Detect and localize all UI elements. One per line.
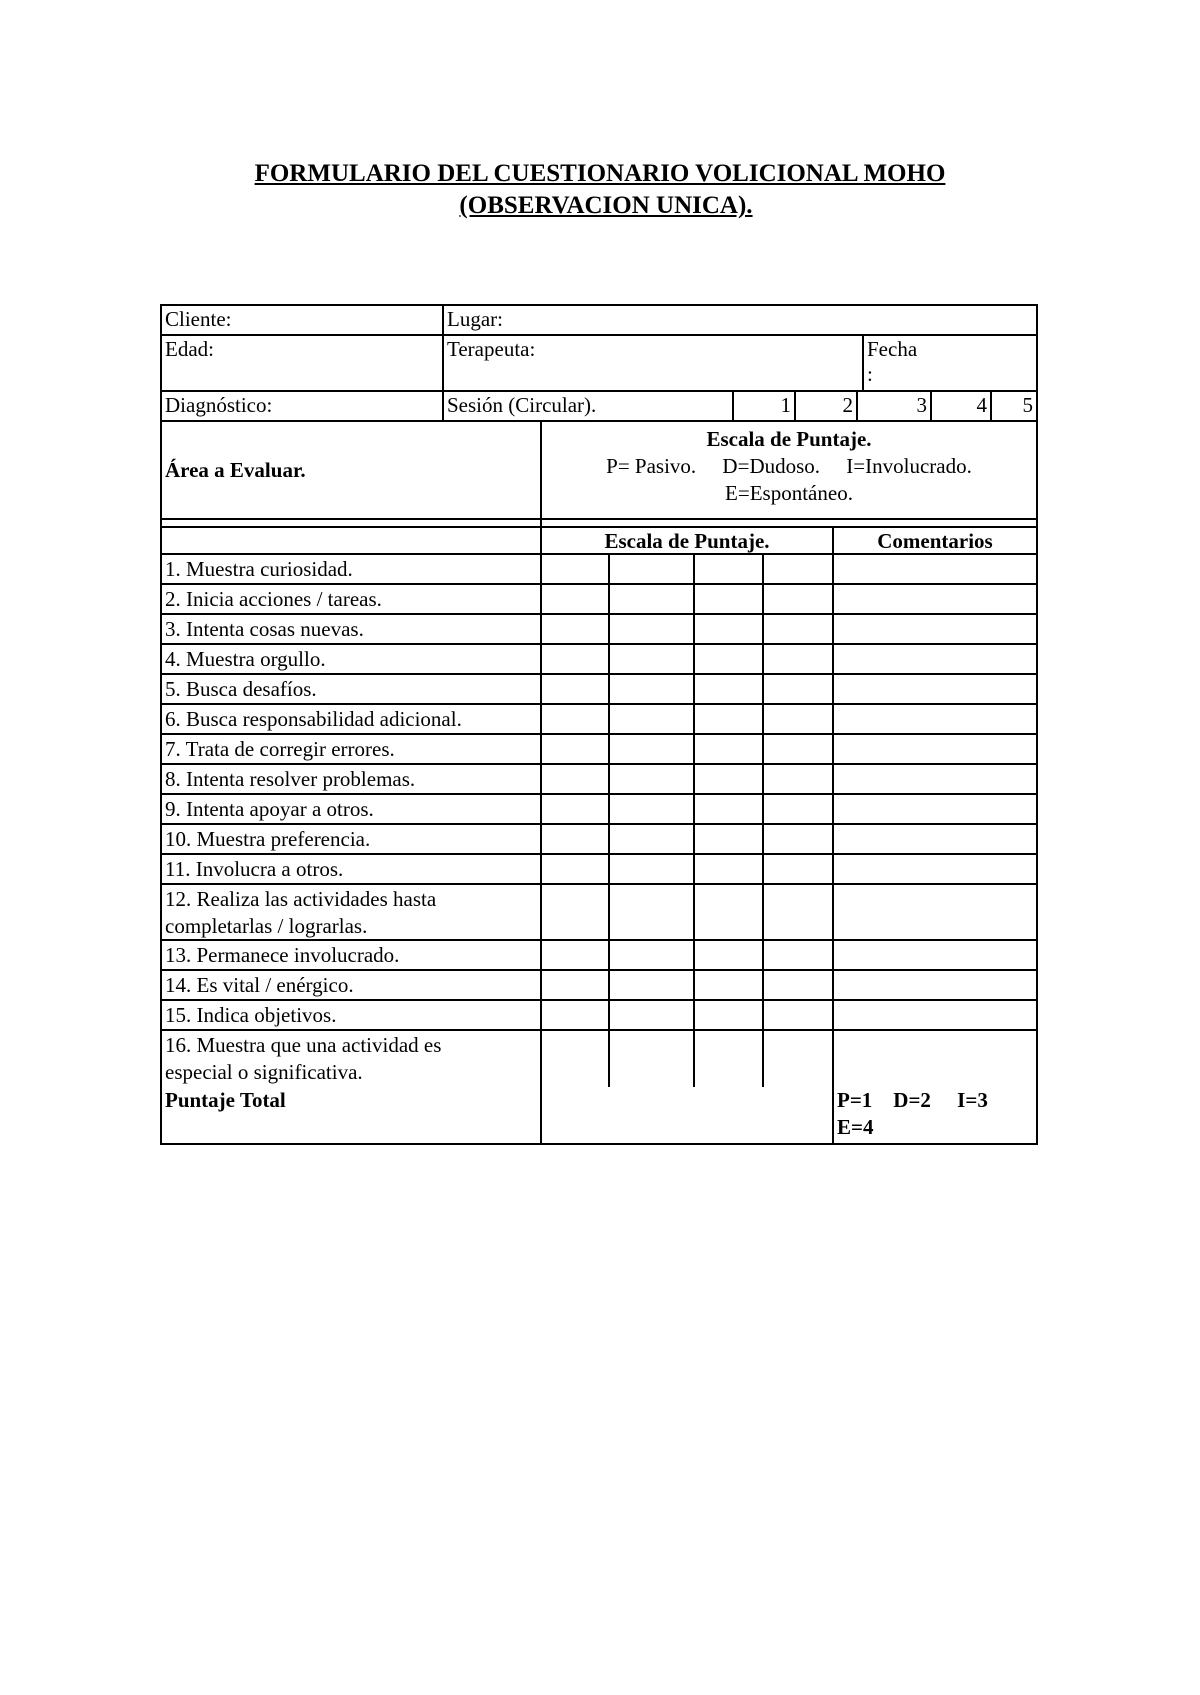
item-label [162,735,540,763]
title-line-2: (OBSERVACION UNICA). [459,192,753,219]
table-row [162,735,1036,765]
item-label [162,1031,540,1087]
date-label: Fecha [867,337,918,361]
comment-cell[interactable] [832,971,1036,999]
total-score-cell[interactable] [540,1087,832,1143]
client-row [162,306,1036,336]
item-label [162,705,540,733]
score-cell[interactable] [693,885,762,939]
score-cell[interactable] [540,645,608,673]
score-cell[interactable] [693,795,762,823]
session-option-2[interactable]: 2 [794,392,856,420]
score-cell[interactable] [540,555,608,583]
comment-cell[interactable] [832,705,1036,733]
item-label-line: 5. Busca desafíos. [165,677,317,701]
area-label: Área a Evaluar. [165,458,306,482]
comment-cell[interactable] [832,825,1036,853]
item-label [162,645,540,673]
column-header-row [162,528,1036,555]
table-row [162,645,1036,675]
item-label-line: 2. Inicia acciones / tareas. [165,587,382,611]
table-row [162,765,1036,795]
table-row [162,795,1036,825]
score-cell[interactable] [762,971,832,999]
item-label-line: 7. Trata de corregir errores. [165,737,395,761]
score-cell[interactable] [762,825,832,853]
score-values-legend [832,1087,1036,1143]
table-row [162,1031,1036,1087]
therapist-field[interactable]: Terapeuta: [442,336,862,390]
score-cell[interactable] [540,735,608,763]
score-cell[interactable] [762,765,832,793]
score-cell[interactable] [608,1001,693,1029]
item-label-line: especial o significativa. [165,1060,363,1084]
score-cell[interactable] [693,1001,762,1029]
date-colon: : [867,362,873,386]
comment-cell[interactable] [832,615,1036,643]
score-cell[interactable] [608,855,693,883]
table-row [162,825,1036,855]
questionnaire-form [160,304,1038,1145]
item-label-line: 14. Es vital / enérgico. [165,973,354,997]
score-cell[interactable] [762,1031,832,1087]
score-cell[interactable] [762,795,832,823]
table-row [162,705,1036,735]
place-field[interactable]: Lugar: [442,306,1036,334]
score-values-line-1: P=1 D=2 I=3 [837,1088,988,1112]
score-cell[interactable] [540,1031,608,1087]
item-label-line: 1. Muestra curiosidad. [165,557,353,581]
spacer-divider [540,520,542,526]
column-header-comments: Comentarios [832,528,1036,553]
item-label-line: 16. Muestra que una actividad es [165,1033,442,1057]
session-option-5[interactable]: 5 [990,392,1036,420]
date-field[interactable] [862,336,1036,390]
item-label [162,765,540,793]
score-cell[interactable] [540,795,608,823]
comment-cell[interactable] [832,1001,1036,1029]
diagnosis-row [162,392,1036,422]
item-label-line: 9. Intenta apoyar a otros. [165,797,374,821]
score-cell[interactable] [608,885,693,939]
score-cell[interactable] [540,585,608,613]
score-cell[interactable] [608,1031,693,1087]
score-cell[interactable] [693,1031,762,1087]
score-cell[interactable] [693,675,762,703]
item-label [162,941,540,969]
score-cell[interactable] [762,941,832,969]
score-cell[interactable] [762,885,832,939]
score-cell[interactable] [762,615,832,643]
item-label [162,585,540,613]
score-cell[interactable] [762,735,832,763]
scale-legend-line-1: P= Pasivo. D=Dudoso. I=Involucrado. [606,454,972,478]
table-row [162,855,1036,885]
comment-cell[interactable] [832,585,1036,613]
score-cell[interactable] [540,855,608,883]
score-cell[interactable] [608,555,693,583]
item-label-line: 15. Indica objetivos. [165,1003,337,1027]
score-cell[interactable] [762,585,832,613]
item-label-line: 10. Muestra preferencia. [165,827,371,851]
score-cell[interactable] [693,735,762,763]
score-cell[interactable] [762,555,832,583]
item-label [162,885,540,939]
score-cell[interactable] [540,765,608,793]
item-label-line: 11. Involucra a otros. [165,857,344,881]
title-line-1: FORMULARIO DEL CUESTIONARIO VOLICIONAL MOHO [254,160,946,187]
score-cell[interactable] [608,675,693,703]
column-header-scale: Escala de Puntaje. [540,528,832,553]
score-cell[interactable] [693,971,762,999]
total-row [162,1087,1036,1143]
score-cell[interactable] [540,885,608,939]
table-row [162,585,1036,615]
scale-legend [540,422,1036,518]
score-cell[interactable] [762,705,832,733]
item-label [162,675,540,703]
score-cell[interactable] [693,855,762,883]
score-cell[interactable] [608,735,693,763]
score-cell[interactable] [608,705,693,733]
score-cell[interactable] [693,555,762,583]
item-label-line: 12. Realiza las actividades hasta [165,887,437,911]
score-cell[interactable] [693,825,762,853]
score-cell[interactable] [762,675,832,703]
total-label: Puntaje Total [165,1088,286,1112]
session-option-1[interactable]: 1 [732,392,794,420]
score-cell[interactable] [762,645,832,673]
score-cell[interactable] [540,675,608,703]
score-cell[interactable] [608,941,693,969]
table-row [162,555,1036,585]
comment-cell[interactable] [832,735,1036,763]
score-cell[interactable] [540,615,608,643]
score-cell[interactable] [608,615,693,643]
session-label: Sesión (Circular). [442,392,732,420]
diagnosis-field[interactable]: Diagnóstico: [165,393,273,417]
score-cell[interactable] [693,941,762,969]
scale-legend-title: Escala de Puntaje. [706,427,872,451]
client-field[interactable]: Cliente: [165,307,232,331]
table-row [162,971,1036,1001]
table-row [162,885,1036,941]
score-cell[interactable] [693,645,762,673]
item-label [162,555,540,583]
area-row [162,422,1036,520]
item-label-line: 4. Muestra orgullo. [165,647,326,671]
score-values-line-2: E=4 [837,1115,874,1139]
comment-cell[interactable] [832,885,1036,939]
spacer-row [162,520,1036,528]
comment-cell[interactable] [832,1031,1036,1087]
table-row [162,1001,1036,1031]
item-label-line: completarlas / lograrlas. [165,914,368,938]
age-row [162,336,1036,392]
item-label-line: 13. Permanece involucrado. [165,943,400,967]
score-cell[interactable] [608,795,693,823]
session-option-3[interactable]: 3 [856,392,930,420]
comment-cell[interactable] [832,675,1036,703]
session-option-4[interactable]: 4 [930,392,990,420]
score-cell[interactable] [608,765,693,793]
score-cell[interactable] [608,645,693,673]
score-cell[interactable] [693,585,762,613]
comment-cell[interactable] [832,855,1036,883]
item-rows [162,555,1036,1087]
item-label-line: 8. Intenta resolver problemas. [165,767,416,791]
score-cell[interactable] [608,585,693,613]
score-cell[interactable] [762,1001,832,1029]
score-cell[interactable] [693,705,762,733]
comment-cell[interactable] [832,941,1036,969]
comment-cell[interactable] [832,555,1036,583]
item-label [162,825,540,853]
item-label [162,795,540,823]
comment-cell[interactable] [832,645,1036,673]
comment-cell[interactable] [832,765,1036,793]
score-cell[interactable] [608,971,693,999]
table-row [162,675,1036,705]
score-cell[interactable] [540,1001,608,1029]
score-cell[interactable] [693,765,762,793]
item-label [162,615,540,643]
score-cell[interactable] [693,615,762,643]
item-label-line: 6. Busca responsabilidad adicional. [165,707,462,731]
table-row [162,941,1036,971]
score-cell[interactable] [608,825,693,853]
score-cell[interactable] [762,855,832,883]
table-row [162,615,1036,645]
age-field[interactable]: Edad: [165,337,214,361]
form-title [0,158,1200,222]
item-label [162,855,540,883]
score-cell[interactable] [540,705,608,733]
item-label [162,1001,540,1029]
score-cell[interactable] [540,941,608,969]
scale-legend-line-2: E=Espontáneo. [725,481,853,505]
comment-cell[interactable] [832,795,1036,823]
score-cell[interactable] [540,971,608,999]
item-label-line: 3. Intenta cosas nuevas. [165,617,364,641]
score-cell[interactable] [540,825,608,853]
item-label [162,971,540,999]
